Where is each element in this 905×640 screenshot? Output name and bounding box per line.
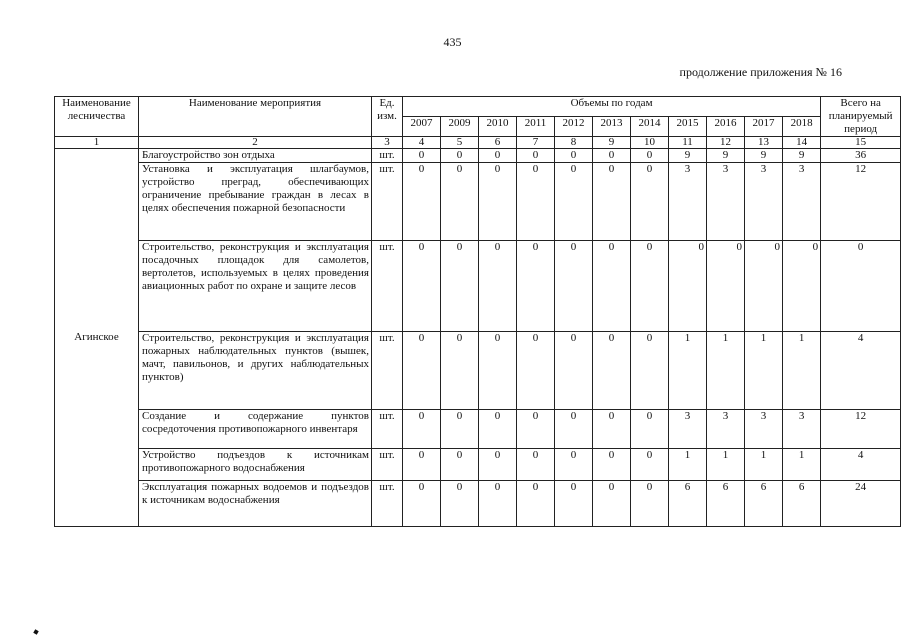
value-cell: 0	[479, 163, 517, 241]
scan-mark	[33, 629, 38, 634]
value-cell: 0	[479, 149, 517, 163]
column-number: 2	[139, 137, 372, 149]
value-cell: 0	[631, 449, 669, 481]
value-cell: 9	[707, 149, 745, 163]
value-cell: 0	[593, 332, 631, 410]
value-cell: 0	[631, 163, 669, 241]
table-row	[55, 481, 901, 527]
value-cell: 0	[441, 449, 479, 481]
measure-name: Устройство подъездов к источникам противопожарного водоснабжения	[139, 449, 372, 481]
header-year: 2011	[517, 117, 555, 137]
table-body	[55, 149, 901, 527]
value-cell: 3	[669, 163, 707, 241]
column-numbers-row	[55, 137, 901, 149]
value-cell: 3	[783, 410, 821, 449]
value-cell: 3	[745, 163, 783, 241]
column-number: 7	[517, 137, 555, 149]
total-cell: 12	[821, 410, 901, 449]
value-cell: 0	[631, 149, 669, 163]
value-cell: 3	[669, 410, 707, 449]
value-cell: 9	[669, 149, 707, 163]
measure-name: Строительство, реконструкция и эксплуатация пожарных наблюдательных пунктов (вышек, мачт, павильонов, и других наблюдательных пунктов)	[139, 332, 372, 410]
value-cell: 0	[441, 410, 479, 449]
value-cell: 0	[441, 332, 479, 410]
header-year: 2014	[631, 117, 669, 137]
value-cell: 1	[669, 332, 707, 410]
column-number: 9	[593, 137, 631, 149]
header-year: 2010	[479, 117, 517, 137]
value-cell: 0	[631, 481, 669, 527]
value-cell: 3	[783, 163, 821, 241]
value-cell: 0	[555, 410, 593, 449]
value-cell: 0	[403, 449, 441, 481]
column-number: 12	[707, 137, 745, 149]
unit-cell: шт.	[372, 410, 403, 449]
value-cell: 0	[517, 241, 555, 332]
value-cell: 0	[517, 332, 555, 410]
value-cell: 0	[403, 149, 441, 163]
header-total: Всего на планируемый период	[821, 97, 901, 137]
column-number: 11	[669, 137, 707, 149]
header-year: 2016	[707, 117, 745, 137]
header-forestry: Наименование лесничества	[55, 97, 139, 137]
value-cell: 0	[707, 241, 745, 332]
value-cell: 1	[707, 332, 745, 410]
value-cell: 0	[631, 241, 669, 332]
value-cell: 0	[441, 163, 479, 241]
value-cell: 1	[707, 449, 745, 481]
value-cell: 1	[783, 332, 821, 410]
value-cell: 3	[707, 410, 745, 449]
value-cell: 0	[745, 241, 783, 332]
column-number: 10	[631, 137, 669, 149]
table-row	[55, 410, 901, 449]
value-cell: 0	[593, 449, 631, 481]
value-cell: 1	[745, 449, 783, 481]
value-cell: 0	[403, 410, 441, 449]
unit-cell: шт.	[372, 241, 403, 332]
page-number: 435	[443, 35, 462, 49]
value-cell: 1	[669, 449, 707, 481]
total-cell: 4	[821, 449, 901, 481]
header-unit: Ед. изм.	[372, 97, 403, 137]
value-cell: 0	[593, 410, 631, 449]
column-number: 15	[821, 137, 901, 149]
header-measure: Наименование мероприятия	[139, 97, 372, 137]
value-cell: 0	[631, 410, 669, 449]
total-cell: 4	[821, 332, 901, 410]
column-number: 1	[55, 137, 139, 149]
value-cell: 0	[517, 410, 555, 449]
total-cell: 12	[821, 163, 901, 241]
value-cell: 0	[593, 163, 631, 241]
value-cell: 0	[403, 332, 441, 410]
value-cell: 0	[555, 149, 593, 163]
value-cell: 0	[517, 163, 555, 241]
value-cell: 0	[555, 241, 593, 332]
value-cell: 0	[441, 149, 479, 163]
value-cell: 0	[593, 481, 631, 527]
measure-name: Установка и эксплуатация шлагбаумов, устройство преград, обеспечивающих ограничение пребывание граждан в лесах в целях обеспечения пожарной безопасности	[139, 163, 372, 241]
value-cell: 1	[783, 449, 821, 481]
measure-name: Строительство, реконструкция и эксплуатация посадочных площадок для самолетов, вертолетов, используемых в целях проведения авиационных работ по охране и защите лесов	[139, 241, 372, 332]
total-cell: 0	[821, 241, 901, 332]
value-cell: 0	[593, 149, 631, 163]
column-number: 4	[403, 137, 441, 149]
table-row	[55, 241, 901, 332]
table-row	[55, 149, 901, 163]
value-cell: 0	[479, 449, 517, 481]
unit-cell: шт.	[372, 332, 403, 410]
value-cell: 0	[479, 241, 517, 332]
value-cell: 0	[403, 241, 441, 332]
column-number: 5	[441, 137, 479, 149]
value-cell: 0	[555, 481, 593, 527]
measure-name: Эксплуатация пожарных водоемов и подъездов к источникам водоснабжения	[139, 481, 372, 527]
column-number: 13	[745, 137, 783, 149]
value-cell: 9	[745, 149, 783, 163]
table-row	[55, 449, 901, 481]
value-cell: 0	[403, 481, 441, 527]
value-cell: 0	[555, 449, 593, 481]
value-cell: 1	[745, 332, 783, 410]
table-row	[55, 163, 901, 241]
unit-cell: шт.	[372, 481, 403, 527]
value-cell: 6	[707, 481, 745, 527]
value-cell: 0	[783, 241, 821, 332]
volumes-table	[54, 96, 901, 527]
value-cell: 6	[745, 481, 783, 527]
measure-name: Благоустройство зон отдыха	[139, 149, 372, 163]
value-cell: 0	[479, 410, 517, 449]
value-cell: 0	[555, 332, 593, 410]
value-cell: 0	[517, 449, 555, 481]
column-number: 6	[479, 137, 517, 149]
total-cell: 24	[821, 481, 901, 527]
value-cell: 6	[669, 481, 707, 527]
value-cell: 0	[441, 481, 479, 527]
value-cell: 0	[403, 163, 441, 241]
value-cell: 3	[745, 410, 783, 449]
appendix-continuation-label: продолжение приложения № 16	[679, 65, 842, 79]
value-cell: 6	[783, 481, 821, 527]
value-cell: 0	[669, 241, 707, 332]
header-year: 2015	[669, 117, 707, 137]
unit-cell: шт.	[372, 149, 403, 163]
header-year: 2017	[745, 117, 783, 137]
value-cell: 0	[517, 149, 555, 163]
table-row	[55, 332, 901, 410]
value-cell: 0	[517, 481, 555, 527]
header-volumes-by-year: Объемы по годам	[403, 97, 821, 117]
forestry-name: Агинское	[55, 149, 139, 527]
header-row	[55, 97, 901, 117]
header-year: 2009	[441, 117, 479, 137]
header-year: 2018	[783, 117, 821, 137]
column-number: 14	[783, 137, 821, 149]
header-year: 2007	[403, 117, 441, 137]
value-cell: 0	[555, 163, 593, 241]
value-cell: 0	[631, 332, 669, 410]
column-number: 8	[555, 137, 593, 149]
unit-cell: шт.	[372, 449, 403, 481]
value-cell: 0	[593, 241, 631, 332]
value-cell: 9	[783, 149, 821, 163]
total-cell: 36	[821, 149, 901, 163]
measure-name: Создание и содержание пунктов сосредоточения противопожарного инвентаря	[139, 410, 372, 449]
column-number: 3	[372, 137, 403, 149]
value-cell: 3	[707, 163, 745, 241]
value-cell: 0	[479, 481, 517, 527]
value-cell: 0	[441, 241, 479, 332]
unit-cell: шт.	[372, 163, 403, 241]
value-cell: 0	[479, 332, 517, 410]
header-year: 2012	[555, 117, 593, 137]
header-year: 2013	[593, 117, 631, 137]
